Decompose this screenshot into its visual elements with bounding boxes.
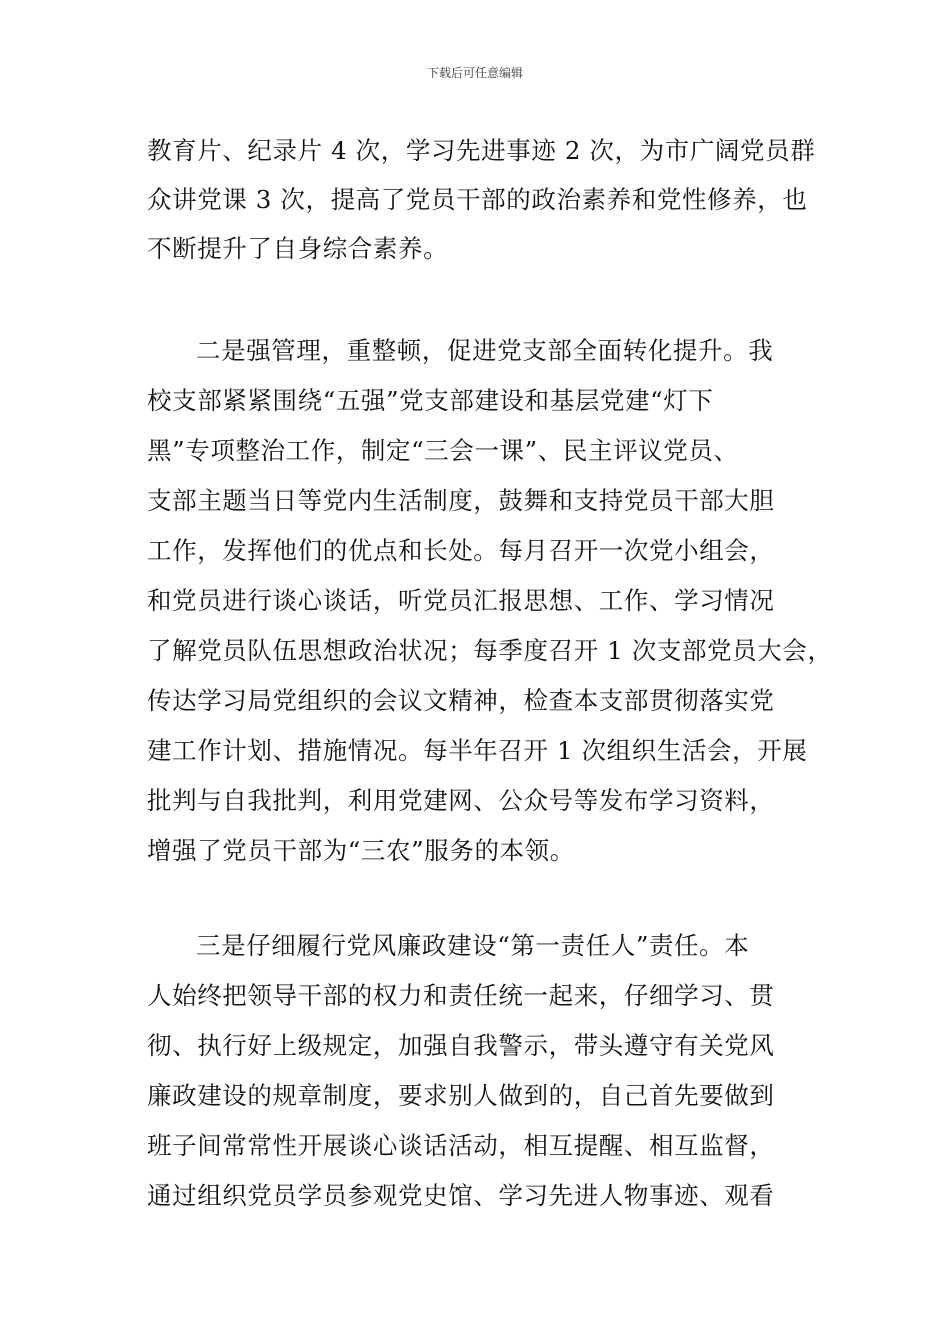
text-line: 彻、执行好上级规定，加强自我警示，带头遵守有关党风 <box>147 1031 775 1060</box>
text-line: 建工作计划、措施情况。每半年召开 1 次组织生活会，开展 <box>147 736 808 765</box>
text-line: 黑”专项整治工作，制定“三会一课”、民主评议党员、 <box>147 436 739 465</box>
text-line: 传达学习局党组织的会议文精神，检查本支部贯彻落实党 <box>147 686 775 715</box>
text-line: 和党员进行谈心谈话，听党员汇报思想、工作、学习情况 <box>147 586 775 615</box>
text-line: 教育片、纪录片 4 次，学习先进事迹 2 次，为市广阔党员群 <box>147 136 816 165</box>
text-line: 支部主题当日等党内生活制度，鼓舞和支持党员干部大胆 <box>147 486 775 515</box>
page-header: 下载后可任意编辑 <box>426 66 523 80</box>
text-line: 二是强管理，重整顿，促进党支部全面转化提升。我 <box>196 336 774 365</box>
text-line: 不断提升了自身综合素养。 <box>147 234 449 263</box>
text-line: 批判与自我批判，利用党建网、公众号等发布学习资料， <box>147 786 775 815</box>
text-line: 廉政建设的规章制度，要求别人做到的，自己首先要做到 <box>147 1081 775 1110</box>
text-line: 工作，发挥他们的优点和长处。每月召开一次党小组会， <box>147 536 775 565</box>
text-line: 众讲党课 3 次，提高了党员干部的政治素养和党性修养，也 <box>147 185 808 214</box>
text-line: 了解党员队伍思想政治状况；每季度召开 1 次支部党员大会， <box>147 636 833 665</box>
text-line: 三是仔细履行党风廉政建设“第一责任人”责任。本 <box>196 931 750 960</box>
text-line: 通过组织党员学员参观党史馆、学习先进人物事迹、观看 <box>147 1181 775 1210</box>
text-line: 增强了党员干部为“三农”服务的本领。 <box>147 836 575 865</box>
text-line: 班子间常常性开展谈心谈话活动，相互提醒、相互监督， <box>147 1131 775 1160</box>
text-line: 人始终把领导干部的权力和责任统一起来，仔细学习、贯 <box>147 981 775 1010</box>
text-line: 校支部紧紧围绕“五强”党支部建设和基层党建“灯下 <box>147 386 714 415</box>
